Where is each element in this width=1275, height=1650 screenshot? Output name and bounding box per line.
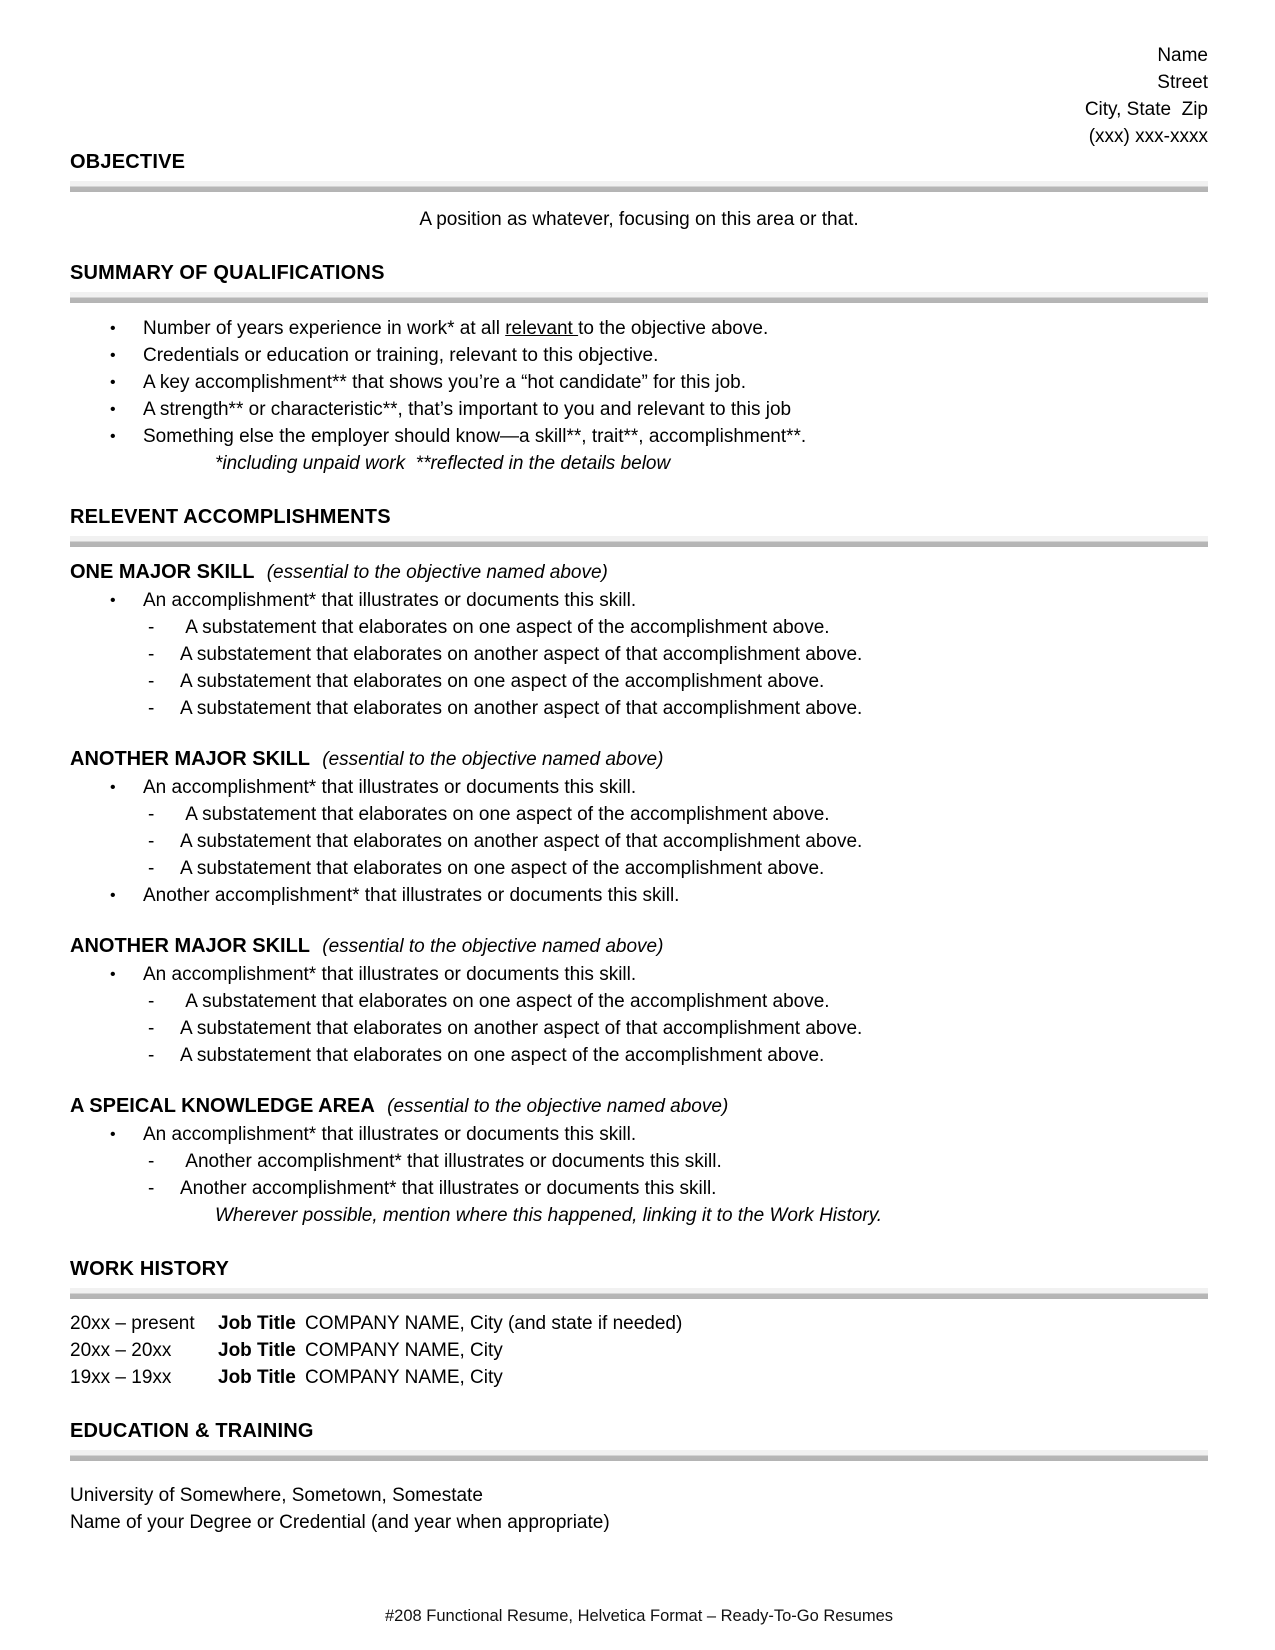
contact-name: Name xyxy=(1157,45,1208,66)
accomplishment-text: An accomplishment* that illustrates or documents this skill. xyxy=(143,777,637,798)
bullet-icon: • xyxy=(110,887,116,904)
work-job-title: Job Title xyxy=(218,1313,296,1334)
substatement-text: A substatement that elaborates on one aspect of the accomplishment above. xyxy=(180,617,830,638)
section-rule xyxy=(70,1450,1208,1461)
education-school: University of Somewhere, Sometown, Somestate xyxy=(70,1485,483,1506)
contact-street: Street xyxy=(1157,72,1208,93)
dash-icon: - xyxy=(148,698,155,719)
substatement-text: A substatement that elaborates on one aspect of the accomplishment above. xyxy=(180,858,825,879)
dash-icon: - xyxy=(148,644,155,665)
education-lines xyxy=(70,1482,1208,1536)
accomplishment-item xyxy=(70,961,1208,988)
skill-section-note: Wherever possible, mention where this happened, linking it to the Work History. xyxy=(215,1205,883,1226)
summary-bullet xyxy=(70,369,1208,396)
skill-title-subtitle: (essential to the objective named above) xyxy=(387,1096,729,1117)
work-history-rows xyxy=(70,1310,1208,1391)
bullet-icon: • xyxy=(110,1126,116,1143)
section-rule xyxy=(70,292,1208,303)
bullet-icon: • xyxy=(110,592,116,609)
skill-title-subtitle: (essential to the objective named above) xyxy=(266,562,608,583)
bullet-icon: • xyxy=(110,428,116,445)
dash-icon: - xyxy=(148,671,155,692)
substatement-item xyxy=(70,828,1208,855)
skill-section-title xyxy=(70,1093,1208,1120)
work-dates: 20xx – present xyxy=(70,1313,195,1334)
work-dates: 20xx – 20xx xyxy=(70,1340,172,1361)
substatement-text: A substatement that elaborates on another aspect of that accomplishment above. xyxy=(180,1018,863,1039)
bullet-icon: • xyxy=(110,779,116,796)
section-work-history xyxy=(70,1257,1208,1391)
accomplishment-item xyxy=(70,587,1208,614)
accomplishment-text: An accomplishment* that illustrates or documents this skill. xyxy=(143,964,637,985)
work-history-row xyxy=(70,1364,1208,1391)
dash-icon: - xyxy=(148,831,155,852)
objective-text: A position as whatever, focusing on this area or that. xyxy=(419,209,859,230)
accomplishments-heading: RELEVENT ACCOMPLISHMENTS xyxy=(70,506,391,528)
work-history-heading: WORK HISTORY xyxy=(70,1258,230,1280)
skill-section xyxy=(70,933,1208,1069)
bullet-icon: • xyxy=(110,347,116,364)
summary-bullet-text: Number of years experience in work* at all relevant to the objective above. xyxy=(143,318,769,339)
section-objective xyxy=(70,150,1208,233)
dash-icon: - xyxy=(148,991,155,1012)
skill-section-title xyxy=(70,746,1208,773)
bullet-icon: • xyxy=(110,966,116,983)
substatement-item xyxy=(70,614,1208,641)
work-company: COMPANY NAME, City xyxy=(305,1367,503,1388)
skill-section xyxy=(70,559,1208,722)
substatement-text: A substatement that elaborates on another aspect of that accomplishment above. xyxy=(180,698,863,719)
skill-title-text: A SPEICAL KNOWLEDGE AREA xyxy=(70,1095,375,1117)
substatement-text: A substatement that elaborates on one aspect of the accomplishment above. xyxy=(180,671,825,692)
contact-phone: (xxx) xxx-xxxx xyxy=(1088,126,1208,147)
dash-icon: - xyxy=(148,617,155,638)
substatement-item xyxy=(70,641,1208,668)
page-footer: #208 Functional Resume, Helvetica Format – Ready-To-Go Resumes xyxy=(384,1607,894,1625)
summary-bullet-text: A key accomplishment** that shows you’re a “hot candidate” for this job. xyxy=(143,372,747,393)
work-company: COMPANY NAME, City xyxy=(305,1340,503,1361)
work-job-title: Job Title xyxy=(218,1367,296,1388)
accomplishment-item xyxy=(70,882,1208,909)
summary-bullet-text: Something else the employer should know—a skill**, trait**, accomplishment**. xyxy=(143,426,807,447)
summary-bullet xyxy=(70,342,1208,369)
bullet-icon: • xyxy=(110,320,116,337)
substatement-text: Another accomplishment* that illustrates or documents this skill. xyxy=(180,1151,722,1172)
work-job-title: Job Title xyxy=(218,1340,296,1361)
section-accomplishments xyxy=(70,505,1208,1229)
substatement-text: A substatement that elaborates on one aspect of the accomplishment above. xyxy=(180,991,830,1012)
substatement-item xyxy=(70,1175,1208,1202)
substatement-text: A substatement that elaborates on another aspect of that accomplishment above. xyxy=(180,644,863,665)
substatement-text: A substatement that elaborates on one aspect of the accomplishment above. xyxy=(180,1045,825,1066)
substatement-text: A substatement that elaborates on one aspect of the accomplishment above. xyxy=(180,804,830,825)
summary-footnote: *including unpaid work **reflected in the details below xyxy=(215,453,671,474)
skill-title-subtitle: (essential to the objective named above) xyxy=(322,936,664,957)
objective-heading: OBJECTIVE xyxy=(70,151,186,173)
substatement-item xyxy=(70,1015,1208,1042)
work-dates: 19xx – 19xx xyxy=(70,1367,172,1388)
dash-icon: - xyxy=(148,1018,155,1039)
skill-section-title xyxy=(70,933,1208,960)
substatement-item xyxy=(70,1148,1208,1175)
section-rule xyxy=(70,181,1208,192)
contact-city-state-zip: City, State Zip xyxy=(1084,99,1208,120)
substatement-item xyxy=(70,695,1208,722)
section-education xyxy=(70,1419,1208,1536)
substatement-item xyxy=(70,1042,1208,1069)
accomplishment-text: Another accomplishment* that illustrates or documents this skill. xyxy=(143,885,680,906)
substatement-item xyxy=(70,801,1208,828)
education-degree: Name of your Degree or Credential (and year when appropriate) xyxy=(70,1512,610,1533)
contact-block xyxy=(70,42,1208,150)
dash-icon: - xyxy=(148,858,155,879)
skill-title-text: ANOTHER MAJOR SKILL xyxy=(70,748,310,770)
skill-section xyxy=(70,746,1208,909)
accomplishment-item xyxy=(70,774,1208,801)
skill-section-title xyxy=(70,559,1208,586)
summary-bullet xyxy=(70,315,1208,342)
summary-bullet xyxy=(70,396,1208,423)
skill-title-text: ONE MAJOR SKILL xyxy=(70,561,255,583)
summary-heading: SUMMARY OF QUALIFICATIONS xyxy=(70,262,385,284)
work-company: COMPANY NAME, City (and state if needed) xyxy=(305,1313,683,1334)
section-rule xyxy=(70,536,1208,547)
dash-icon: - xyxy=(148,1151,155,1172)
skill-title-text: ANOTHER MAJOR SKILL xyxy=(70,935,310,957)
dash-icon: - xyxy=(148,1045,155,1066)
substatement-item xyxy=(70,988,1208,1015)
bullet-icon: • xyxy=(110,374,116,391)
section-summary xyxy=(70,261,1208,477)
summary-bullet xyxy=(70,423,1208,450)
bullet-icon: • xyxy=(110,401,116,418)
dash-icon: - xyxy=(148,1178,155,1199)
skill-section xyxy=(70,1093,1208,1229)
summary-bullet-list xyxy=(70,315,1208,477)
skill-title-subtitle: (essential to the objective named above) xyxy=(322,749,664,770)
dash-icon: - xyxy=(148,804,155,825)
substatement-item xyxy=(70,855,1208,882)
section-rule xyxy=(70,1288,1208,1299)
work-history-row xyxy=(70,1337,1208,1364)
substatement-item xyxy=(70,668,1208,695)
summary-bullet-text: A strength** or characteristic**, that’s important to you and relevant to this job xyxy=(143,399,792,420)
substatement-text: Another accomplishment* that illustrates or documents this skill. xyxy=(180,1178,717,1199)
work-history-row xyxy=(70,1310,1208,1337)
accomplishment-text: An accomplishment* that illustrates or documents this skill. xyxy=(143,1124,637,1145)
substatement-text: A substatement that elaborates on another aspect of that accomplishment above. xyxy=(180,831,863,852)
accomplishment-item xyxy=(70,1121,1208,1148)
summary-bullet-text: Credentials or education or training, relevant to this objective. xyxy=(143,345,659,366)
education-heading: EDUCATION & TRAINING xyxy=(70,1420,314,1442)
accomplishment-text: An accomplishment* that illustrates or documents this skill. xyxy=(143,590,637,611)
